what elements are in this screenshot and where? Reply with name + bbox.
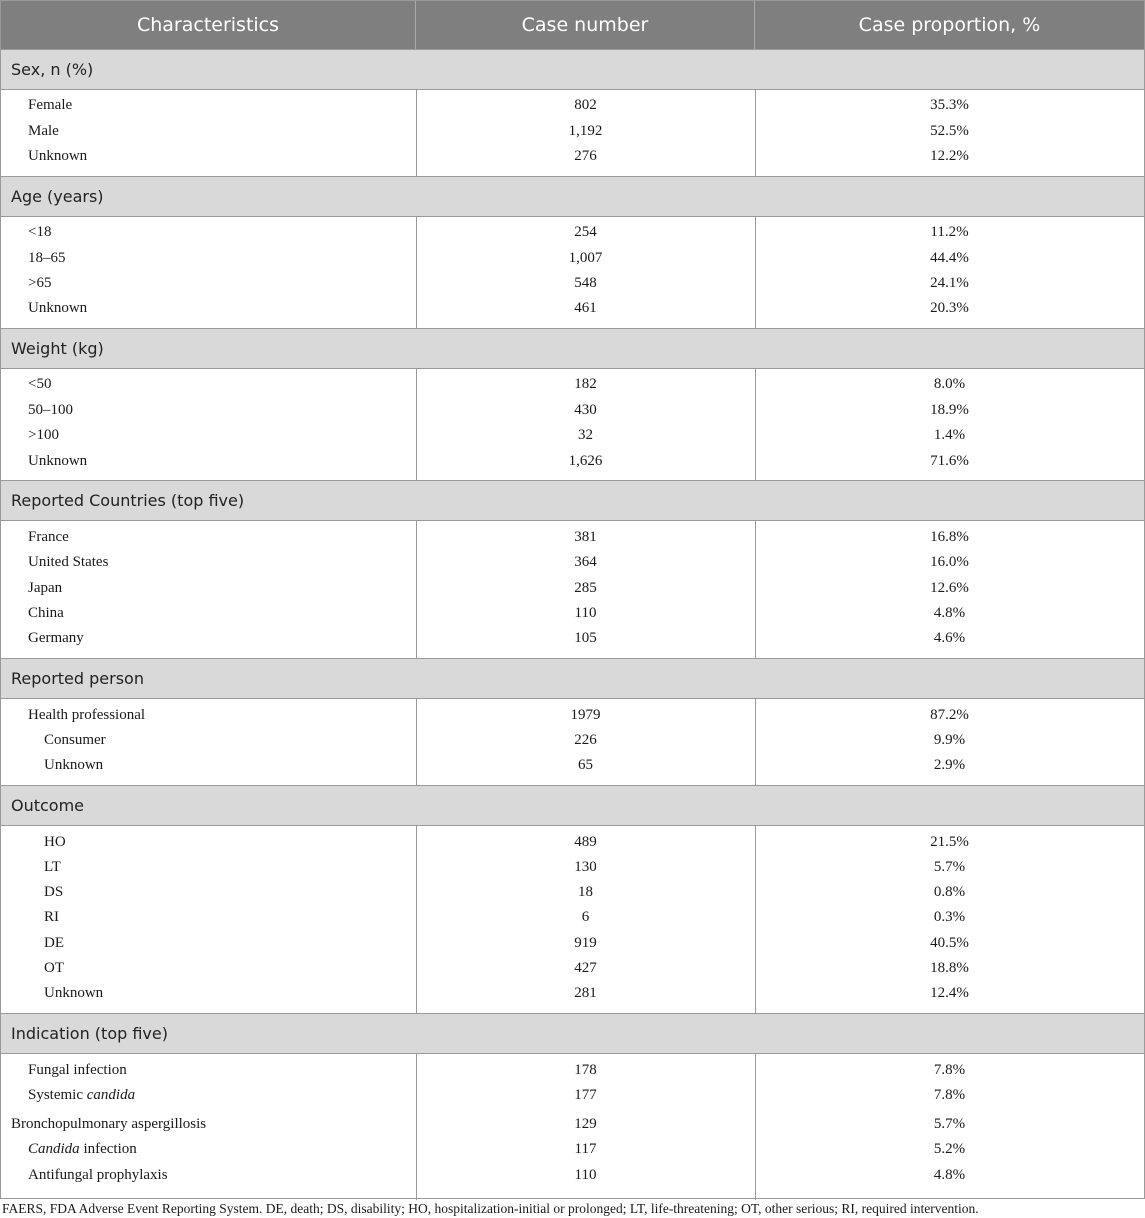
table-header bbox=[1, 1, 1144, 49]
case-proportion-cell: 1.4% bbox=[933, 427, 966, 443]
case-number-cell: 117 bbox=[574, 1141, 597, 1157]
case-proportion-cell: 20.3% bbox=[930, 300, 969, 316]
row-label: Female bbox=[28, 97, 73, 113]
case-number-cell: 254 bbox=[574, 224, 597, 240]
row-label: Unknown bbox=[44, 985, 104, 1001]
case-proportion-cell: 2.9% bbox=[933, 757, 966, 773]
case-proportion-cell: 7.8% bbox=[933, 1087, 966, 1103]
case-number-cell: 1,007 bbox=[568, 250, 603, 266]
case-number-cell: 6 bbox=[581, 909, 590, 925]
row-label: <50 bbox=[28, 376, 52, 392]
case-proportion-cell: 71.6% bbox=[930, 453, 969, 469]
table-row bbox=[1, 905, 1144, 930]
case-number-cell: 461 bbox=[574, 300, 597, 316]
case-proportion-cell: 9.9% bbox=[933, 732, 966, 748]
case-number-cell: 65 bbox=[578, 757, 593, 773]
case-proportion-cell: 52.5% bbox=[930, 123, 969, 139]
case-number-cell: 276 bbox=[574, 148, 597, 164]
header-case-proportion: Case proportion, % bbox=[858, 14, 1041, 36]
row-label: France bbox=[28, 529, 69, 545]
case-number-cell: 105 bbox=[574, 630, 597, 646]
table-row bbox=[1, 728, 1144, 753]
case-proportion-cell: 35.3% bbox=[930, 97, 969, 113]
case-proportion-cell: 12.6% bbox=[930, 580, 969, 596]
row-label: RI bbox=[44, 909, 59, 925]
case-proportion-cell: 44.4% bbox=[930, 250, 969, 266]
row-label: Unknown bbox=[28, 300, 88, 316]
case-number-cell: 381 bbox=[574, 529, 597, 545]
case-number-cell: 182 bbox=[574, 376, 597, 392]
table-row bbox=[1, 626, 1144, 651]
row-label: Antifungal prophylaxis bbox=[28, 1167, 168, 1183]
table-row bbox=[1, 246, 1144, 271]
case-proportion-cell: 16.8% bbox=[930, 529, 969, 545]
table-row bbox=[1, 423, 1144, 448]
row-label bbox=[1, 1141, 416, 1158]
case-proportion-cell: 18.8% bbox=[930, 960, 969, 976]
case-number-cell: 430 bbox=[574, 402, 597, 418]
section-header: Outcome bbox=[1, 785, 1144, 826]
table-row bbox=[1, 144, 1144, 169]
table-row bbox=[1, 880, 1144, 905]
case-proportion-cell: 4.8% bbox=[933, 1167, 966, 1183]
case-proportion-cell: 12.2% bbox=[930, 148, 969, 164]
row-label: Bronchopulmonary aspergillosis bbox=[11, 1116, 207, 1132]
section-header: Age (years) bbox=[1, 176, 1144, 217]
case-number-cell: 1979 bbox=[570, 707, 601, 723]
row-label: Unknown bbox=[28, 453, 88, 469]
table-row bbox=[1, 1058, 1144, 1083]
header-case-number: Case number bbox=[416, 1, 755, 49]
row-label: Male bbox=[28, 123, 59, 139]
case-proportion-cell: 11.2% bbox=[930, 224, 969, 240]
row-label-text: Systemic bbox=[28, 1087, 87, 1103]
table-row bbox=[1, 449, 1144, 474]
row-label: HO bbox=[44, 834, 66, 850]
table-row bbox=[1, 525, 1144, 550]
table-row bbox=[1, 372, 1144, 397]
case-number-cell: 110 bbox=[574, 605, 597, 621]
section-header: Indication (top five) bbox=[1, 1013, 1144, 1054]
case-number-cell: 489 bbox=[574, 834, 597, 850]
case-proportion-cell: 5.2% bbox=[933, 1141, 966, 1157]
table-row bbox=[1, 830, 1144, 855]
case-number-cell: 364 bbox=[574, 554, 597, 570]
section-header: Sex, n (%) bbox=[1, 49, 1144, 90]
row-label: 18–65 bbox=[28, 250, 66, 266]
case-number-cell: 32 bbox=[578, 427, 593, 443]
table-row bbox=[1, 753, 1144, 778]
row-label: United States bbox=[28, 554, 109, 570]
case-number-cell: 178 bbox=[574, 1062, 597, 1078]
case-number-cell: 427 bbox=[574, 960, 597, 976]
row-label-italic: candida bbox=[86, 1087, 136, 1103]
header-characteristics: Characteristics bbox=[1, 1, 416, 49]
case-proportion-cell: 87.2% bbox=[930, 707, 969, 723]
row-label: China bbox=[28, 605, 64, 621]
case-number-cell: 177 bbox=[574, 1087, 597, 1103]
section-header: Reported Countries (top five) bbox=[1, 480, 1144, 521]
table-row bbox=[1, 93, 1144, 118]
table-row bbox=[1, 981, 1144, 1006]
table-row bbox=[1, 956, 1144, 981]
case-proportion-cell: 16.0% bbox=[930, 554, 969, 570]
table-row bbox=[1, 296, 1144, 321]
row-label: Germany bbox=[28, 630, 84, 646]
table-row bbox=[1, 1163, 1144, 1188]
row-label: OT bbox=[44, 960, 64, 976]
table-row bbox=[1, 931, 1144, 956]
section-header: Weight (kg) bbox=[1, 328, 1144, 369]
case-proportion-cell: 18.9% bbox=[930, 402, 969, 418]
case-number-cell: 129 bbox=[574, 1116, 597, 1132]
case-number-cell: 226 bbox=[574, 732, 597, 748]
row-label: Consumer bbox=[44, 732, 106, 748]
table-row bbox=[1, 550, 1144, 575]
table-row bbox=[1, 398, 1144, 423]
row-label: DE bbox=[44, 935, 64, 951]
case-proportion-cell: 21.5% bbox=[930, 834, 969, 850]
row-label: >65 bbox=[28, 275, 52, 291]
table-row bbox=[1, 271, 1144, 296]
table-row bbox=[1, 1137, 1144, 1162]
table-row bbox=[1, 855, 1144, 880]
row-label-italic: Candida bbox=[28, 1141, 80, 1157]
case-number-cell: 548 bbox=[574, 275, 597, 291]
case-proportion-cell: 8.0% bbox=[933, 376, 966, 392]
case-number-cell: 1,192 bbox=[568, 123, 603, 139]
footnote: FAERS, FDA Adverse Event Reporting System. DE, death; DS, disability; HO, hospitalization-initial or prolonged; LT, life-threatening; OT, other serious; RI, required intervention. bbox=[2, 1200, 979, 1216]
case-number-cell: 130 bbox=[574, 859, 597, 875]
table-row bbox=[1, 576, 1144, 601]
case-proportion-cell: 40.5% bbox=[930, 935, 969, 951]
row-label: Health professional bbox=[28, 707, 146, 723]
case-proportion-cell: 0.8% bbox=[933, 884, 966, 900]
table-row bbox=[1, 220, 1144, 245]
case-proportion-cell: 4.6% bbox=[933, 630, 966, 646]
section-header: Reported person bbox=[1, 658, 1144, 699]
row-label: Fungal infection bbox=[28, 1062, 127, 1078]
case-number-cell: 919 bbox=[574, 935, 597, 951]
case-number-cell: 285 bbox=[574, 580, 597, 596]
case-proportion-cell: 5.7% bbox=[933, 1116, 966, 1132]
case-proportion-cell: 4.8% bbox=[933, 605, 966, 621]
case-proportion-cell: 5.7% bbox=[933, 859, 966, 875]
case-number-cell: 110 bbox=[574, 1167, 597, 1183]
case-proportion-cell: 12.4% bbox=[930, 985, 969, 1001]
row-label: >100 bbox=[28, 427, 59, 443]
case-proportion-cell: 0.3% bbox=[933, 909, 966, 925]
table-row bbox=[1, 119, 1144, 144]
table-row bbox=[1, 1083, 1144, 1108]
row-label: 50–100 bbox=[28, 402, 73, 418]
case-proportion-cell: 7.8% bbox=[933, 1062, 966, 1078]
table-row bbox=[1, 601, 1144, 626]
row-label: Unknown bbox=[44, 757, 104, 773]
case-number-cell: 281 bbox=[574, 985, 597, 1001]
row-label-text: infection bbox=[79, 1141, 137, 1157]
row-label: LT bbox=[44, 859, 61, 875]
table-row bbox=[1, 703, 1144, 728]
row-label bbox=[1, 1087, 416, 1104]
row-label: <18 bbox=[28, 224, 52, 240]
case-number-cell: 1,626 bbox=[568, 453, 603, 469]
table-row bbox=[1, 1112, 1144, 1137]
case-proportion-cell: 24.1% bbox=[930, 275, 969, 291]
case-number-cell: 802 bbox=[574, 97, 597, 113]
row-label: DS bbox=[44, 884, 64, 900]
row-label: Japan bbox=[28, 580, 63, 596]
row-label: Unknown bbox=[28, 148, 88, 164]
case-number-cell: 18 bbox=[578, 884, 593, 900]
